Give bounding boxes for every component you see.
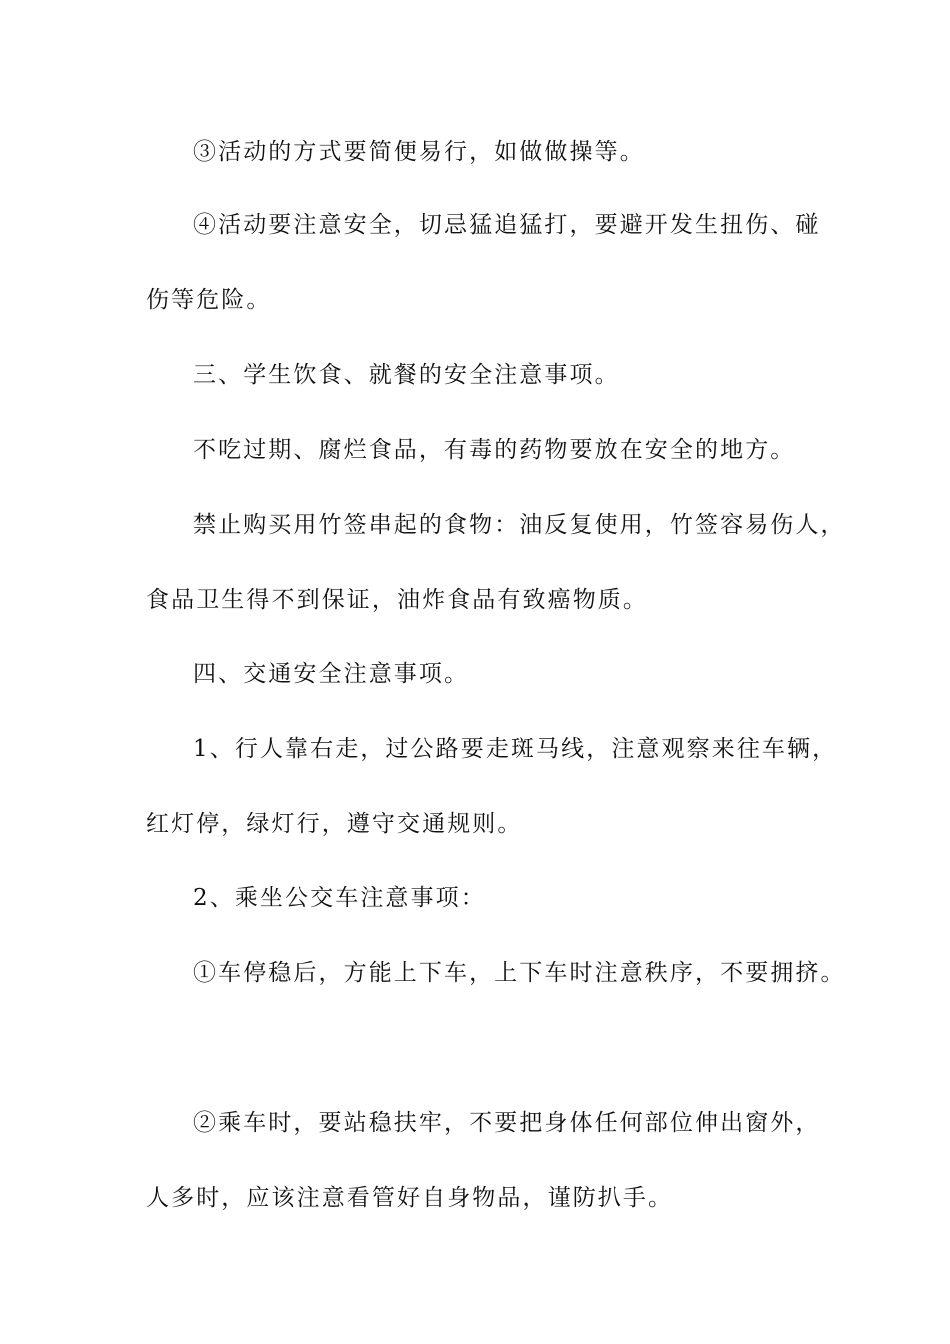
paragraph-line: ③活动的方式要简便易行，如做做操等。 [193, 139, 645, 165]
paragraph-line: 1、行人靠右走，过公路要走斑马线，注意观察来往车辆， [193, 736, 838, 762]
paragraph-line: 不吃过期、腐烂食品，有毒的药物要放在安全的地方。 [193, 437, 796, 463]
section-heading: 四、交通安全注意事项。 [193, 661, 470, 687]
paragraph-line: ①车停稳后，方能上下车，上下车时注意秩序，不要拥挤。 [193, 960, 846, 986]
paragraph-line: 人多时，应该注意看管好自身物品，谨防扒手。 [146, 1185, 674, 1211]
paragraph-line: 禁止购买用竹签串起的食物：油反复使用，竹签容易伤人， [193, 512, 846, 538]
paragraph-line: 食品卫生得不到保证，油炸食品有致癌物质。 [146, 587, 648, 613]
paragraph-line: ④活动要注意安全，切忌猛追猛打，要避开发生扭伤、碰 [193, 212, 821, 238]
paragraph-line: 伤等危险。 [146, 287, 272, 313]
section-heading: 三、学生饮食、就餐的安全注意事项。 [193, 362, 620, 388]
paragraph-line: ②乘车时，要站稳扶牢，不要把身体任何部位伸出窗外， [193, 1110, 821, 1136]
paragraph-line: 红灯停，绿灯行，遵守交通规则。 [146, 811, 523, 837]
paragraph-line: 2、乘坐公交车注意事项： [193, 885, 486, 911]
